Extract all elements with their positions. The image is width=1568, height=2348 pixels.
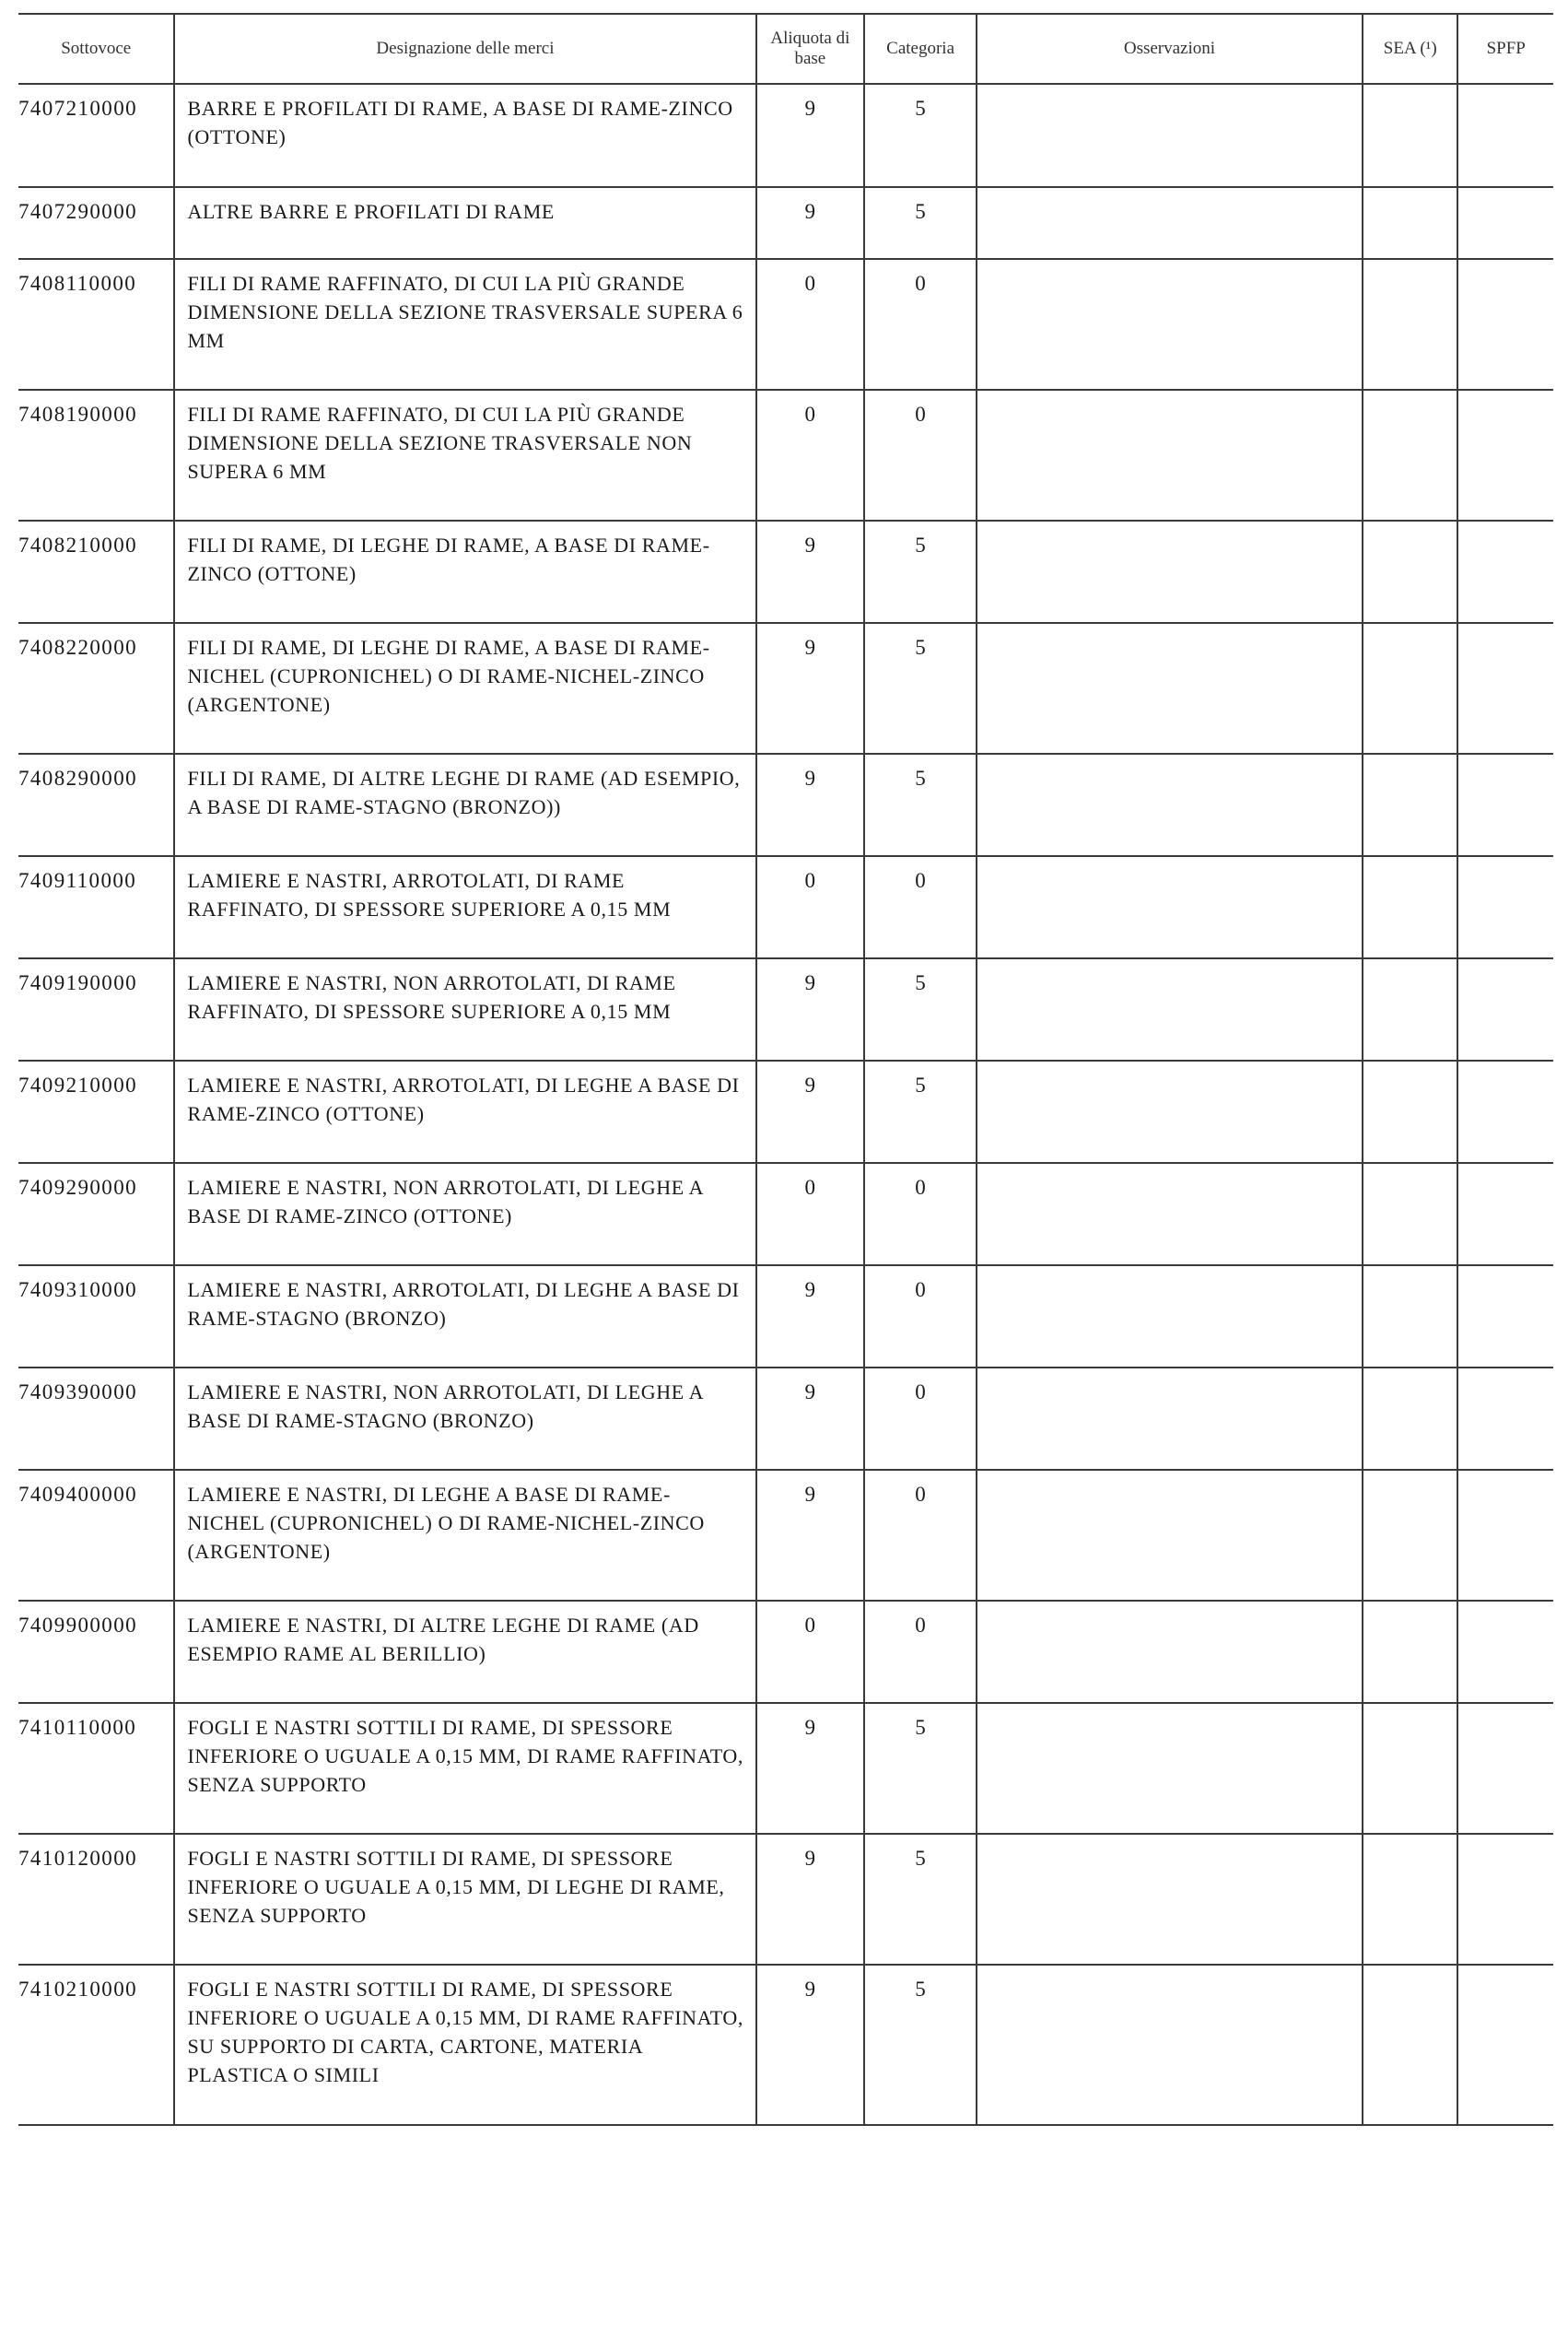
cell-remarks xyxy=(977,1703,1363,1834)
cell-rate: 9 xyxy=(756,1703,865,1834)
cell-code: 7408220000 xyxy=(18,623,174,754)
cell-cat: 5 xyxy=(864,958,977,1061)
cell-remarks xyxy=(977,1470,1363,1601)
header-description: Designazione delle merci xyxy=(174,14,755,84)
cell-remarks xyxy=(977,1265,1363,1368)
table-row xyxy=(18,754,1553,856)
cell-spfp xyxy=(1457,521,1553,623)
cell-cat: 0 xyxy=(864,1470,977,1601)
table-row xyxy=(18,1061,1553,1163)
cell-cat: 0 xyxy=(864,1368,977,1470)
cell-spfp xyxy=(1457,1470,1553,1601)
table-row xyxy=(18,1368,1553,1470)
table-row xyxy=(18,1470,1553,1601)
table-row xyxy=(18,259,1553,390)
cell-sea xyxy=(1363,1601,1457,1703)
cell-spfp xyxy=(1457,623,1553,754)
cell-remarks xyxy=(977,754,1363,856)
cell-remarks xyxy=(977,1601,1363,1703)
cell-spfp xyxy=(1457,390,1553,521)
cell-rate: 0 xyxy=(756,259,865,390)
cell-cat: 5 xyxy=(864,84,977,187)
cell-cat: 0 xyxy=(864,390,977,521)
cell-rate: 0 xyxy=(756,1163,865,1265)
cell-rate: 0 xyxy=(756,390,865,521)
table-body xyxy=(18,84,1553,2125)
cell-sea xyxy=(1363,259,1457,390)
cell-rate: 9 xyxy=(756,1061,865,1163)
cell-desc: LAMIERE E NASTRI, NON ARROTOLATI, DI LEGHE A BASE DI RAME-ZINCO (OTTONE) xyxy=(174,1163,755,1265)
cell-desc: ALTRE BARRE E PROFILATI DI RAME xyxy=(174,187,755,259)
cell-cat: 0 xyxy=(864,1601,977,1703)
cell-code: 7408210000 xyxy=(18,521,174,623)
cell-cat: 5 xyxy=(864,754,977,856)
cell-sea xyxy=(1363,1965,1457,2125)
cell-sea xyxy=(1363,958,1457,1061)
cell-sea xyxy=(1363,1163,1457,1265)
cell-desc: LAMIERE E NASTRI, DI LEGHE A BASE DI RAME-NICHEL (CUPRONICHEL) O DI RAME-NICHEL-ZINCO (ARGENTONE) xyxy=(174,1470,755,1601)
cell-remarks xyxy=(977,187,1363,259)
table-row xyxy=(18,390,1553,521)
cell-desc: FILI DI RAME RAFFINATO, DI CUI LA PIÙ GRANDE DIMENSIONE DELLA SEZIONE TRASVERSALE NON SUPERA 6 MM xyxy=(174,390,755,521)
cell-remarks xyxy=(977,623,1363,754)
cell-spfp xyxy=(1457,1703,1553,1834)
cell-rate: 9 xyxy=(756,623,865,754)
cell-desc: BARRE E PROFILATI DI RAME, A BASE DI RAME-ZINCO (OTTONE) xyxy=(174,84,755,187)
cell-cat: 5 xyxy=(864,521,977,623)
cell-rate: 9 xyxy=(756,1834,865,1965)
cell-code: 7409210000 xyxy=(18,1061,174,1163)
cell-desc: FILI DI RAME, DI LEGHE DI RAME, A BASE DI RAME-ZINCO (OTTONE) xyxy=(174,521,755,623)
cell-code: 7408190000 xyxy=(18,390,174,521)
cell-desc: LAMIERE E NASTRI, ARROTOLATI, DI LEGHE A BASE DI RAME-STAGNO (BRONZO) xyxy=(174,1265,755,1368)
cell-spfp xyxy=(1457,259,1553,390)
cell-cat: 0 xyxy=(864,1265,977,1368)
cell-code: 7408110000 xyxy=(18,259,174,390)
cell-desc: FOGLI E NASTRI SOTTILI DI RAME, DI SPESSORE INFERIORE O UGUALE A 0,15 MM, DI LEGHE DI RAME, SENZA SUPPORTO xyxy=(174,1834,755,1965)
cell-spfp xyxy=(1457,958,1553,1061)
cell-cat: 5 xyxy=(864,1965,977,2125)
cell-code: 7407210000 xyxy=(18,84,174,187)
cell-sea xyxy=(1363,1470,1457,1601)
cell-remarks xyxy=(977,1163,1363,1265)
cell-desc: FILI DI RAME, DI LEGHE DI RAME, A BASE DI RAME-NICHEL (CUPRONICHEL) O DI RAME-NICHEL-ZINCO (ARGENTONE) xyxy=(174,623,755,754)
cell-code: 7407290000 xyxy=(18,187,174,259)
cell-rate: 0 xyxy=(756,856,865,958)
cell-spfp xyxy=(1457,754,1553,856)
cell-remarks xyxy=(977,1368,1363,1470)
cell-desc: LAMIERE E NASTRI, ARROTOLATI, DI LEGHE A BASE DI RAME-ZINCO (OTTONE) xyxy=(174,1061,755,1163)
table-row xyxy=(18,958,1553,1061)
table-row xyxy=(18,187,1553,259)
cell-desc: LAMIERE E NASTRI, NON ARROTOLATI, DI LEGHE A BASE DI RAME-STAGNO (BRONZO) xyxy=(174,1368,755,1470)
cell-desc: LAMIERE E NASTRI, NON ARROTOLATI, DI RAME RAFFINATO, DI SPESSORE SUPERIORE A 0,15 MM xyxy=(174,958,755,1061)
cell-rate: 0 xyxy=(756,1601,865,1703)
cell-cat: 0 xyxy=(864,1163,977,1265)
cell-rate: 9 xyxy=(756,84,865,187)
cell-code: 7410110000 xyxy=(18,1703,174,1834)
cell-cat: 5 xyxy=(864,1061,977,1163)
table-row xyxy=(18,1834,1553,1965)
cell-sea xyxy=(1363,390,1457,521)
cell-sea xyxy=(1363,1368,1457,1470)
cell-remarks xyxy=(977,390,1363,521)
cell-remarks xyxy=(977,856,1363,958)
header-remarks: Osservazioni xyxy=(977,14,1363,84)
cell-spfp xyxy=(1457,1163,1553,1265)
cell-sea xyxy=(1363,1061,1457,1163)
cell-sea xyxy=(1363,1265,1457,1368)
cell-desc: FOGLI E NASTRI SOTTILI DI RAME, DI SPESSORE INFERIORE O UGUALE A 0,15 MM, DI RAME RAFFINATO, SU SUPPORTO DI CARTA, CARTONE, MATERIA PLASTICA O SIMILI xyxy=(174,1965,755,2125)
cell-desc: FILI DI RAME RAFFINATO, DI CUI LA PIÙ GRANDE DIMENSIONE DELLA SEZIONE TRASVERSALE SUPERA 6 MM xyxy=(174,259,755,390)
cell-desc: LAMIERE E NASTRI, DI ALTRE LEGHE DI RAME (AD ESEMPIO RAME AL BERILLIO) xyxy=(174,1601,755,1703)
cell-code: 7409290000 xyxy=(18,1163,174,1265)
cell-spfp xyxy=(1457,1834,1553,1965)
cell-code: 7410210000 xyxy=(18,1965,174,2125)
table-row xyxy=(18,1163,1553,1265)
cell-code: 7409190000 xyxy=(18,958,174,1061)
header-spfp: SPFP xyxy=(1457,14,1553,84)
table-row xyxy=(18,1965,1553,2125)
cell-remarks xyxy=(977,84,1363,187)
cell-spfp xyxy=(1457,1965,1553,2125)
cell-spfp xyxy=(1457,856,1553,958)
header-base-rate: Aliquota di base xyxy=(756,14,865,84)
cell-sea xyxy=(1363,623,1457,754)
cell-rate: 9 xyxy=(756,754,865,856)
cell-spfp xyxy=(1457,1368,1553,1470)
cell-rate: 9 xyxy=(756,187,865,259)
cell-cat: 5 xyxy=(864,623,977,754)
cell-spfp xyxy=(1457,1601,1553,1703)
table-row xyxy=(18,84,1553,187)
cell-remarks xyxy=(977,1965,1363,2125)
cell-remarks xyxy=(977,259,1363,390)
cell-cat: 5 xyxy=(864,1703,977,1834)
cell-remarks xyxy=(977,958,1363,1061)
cell-code: 7409400000 xyxy=(18,1470,174,1601)
cell-remarks xyxy=(977,1834,1363,1965)
cell-rate: 9 xyxy=(756,1470,865,1601)
cell-sea xyxy=(1363,856,1457,958)
cell-code: 7409390000 xyxy=(18,1368,174,1470)
table-row xyxy=(18,521,1553,623)
cell-desc: LAMIERE E NASTRI, ARROTOLATI, DI RAME RAFFINATO, DI SPESSORE SUPERIORE A 0,15 MM xyxy=(174,856,755,958)
cell-desc: FOGLI E NASTRI SOTTILI DI RAME, DI SPESSORE INFERIORE O UGUALE A 0,15 MM, DI RAME RAFFINATO, SENZA SUPPORTO xyxy=(174,1703,755,1834)
cell-remarks xyxy=(977,521,1363,623)
cell-spfp xyxy=(1457,187,1553,259)
cell-cat: 5 xyxy=(864,187,977,259)
table-row xyxy=(18,1703,1553,1834)
tariff-table xyxy=(18,13,1553,2126)
cell-spfp xyxy=(1457,1265,1553,1368)
cell-spfp xyxy=(1457,84,1553,187)
cell-sea xyxy=(1363,521,1457,623)
cell-cat: 0 xyxy=(864,259,977,390)
table-row xyxy=(18,1601,1553,1703)
cell-sea xyxy=(1363,187,1457,259)
cell-code: 7409310000 xyxy=(18,1265,174,1368)
header-sea: SEA (¹) xyxy=(1363,14,1457,84)
cell-spfp xyxy=(1457,1061,1553,1163)
cell-sea xyxy=(1363,1834,1457,1965)
cell-desc: FILI DI RAME, DI ALTRE LEGHE DI RAME (AD ESEMPIO, A BASE DI RAME-STAGNO (BRONZO)) xyxy=(174,754,755,856)
table-row xyxy=(18,1265,1553,1368)
cell-code: 7408290000 xyxy=(18,754,174,856)
header-code: Sottovoce xyxy=(18,14,174,84)
cell-code: 7409110000 xyxy=(18,856,174,958)
cell-code: 7409900000 xyxy=(18,1601,174,1703)
cell-sea xyxy=(1363,1703,1457,1834)
cell-sea xyxy=(1363,754,1457,856)
header-category: Categoria xyxy=(864,14,977,84)
cell-cat: 5 xyxy=(864,1834,977,1965)
table-row xyxy=(18,623,1553,754)
table-row xyxy=(18,856,1553,958)
cell-remarks xyxy=(977,1061,1363,1163)
cell-rate: 9 xyxy=(756,958,865,1061)
cell-rate: 9 xyxy=(756,1965,865,2125)
cell-code: 7410120000 xyxy=(18,1834,174,1965)
cell-rate: 9 xyxy=(756,521,865,623)
header-row xyxy=(18,14,1553,84)
cell-cat: 0 xyxy=(864,856,977,958)
cell-sea xyxy=(1363,84,1457,187)
cell-rate: 9 xyxy=(756,1265,865,1368)
cell-rate: 9 xyxy=(756,1368,865,1470)
